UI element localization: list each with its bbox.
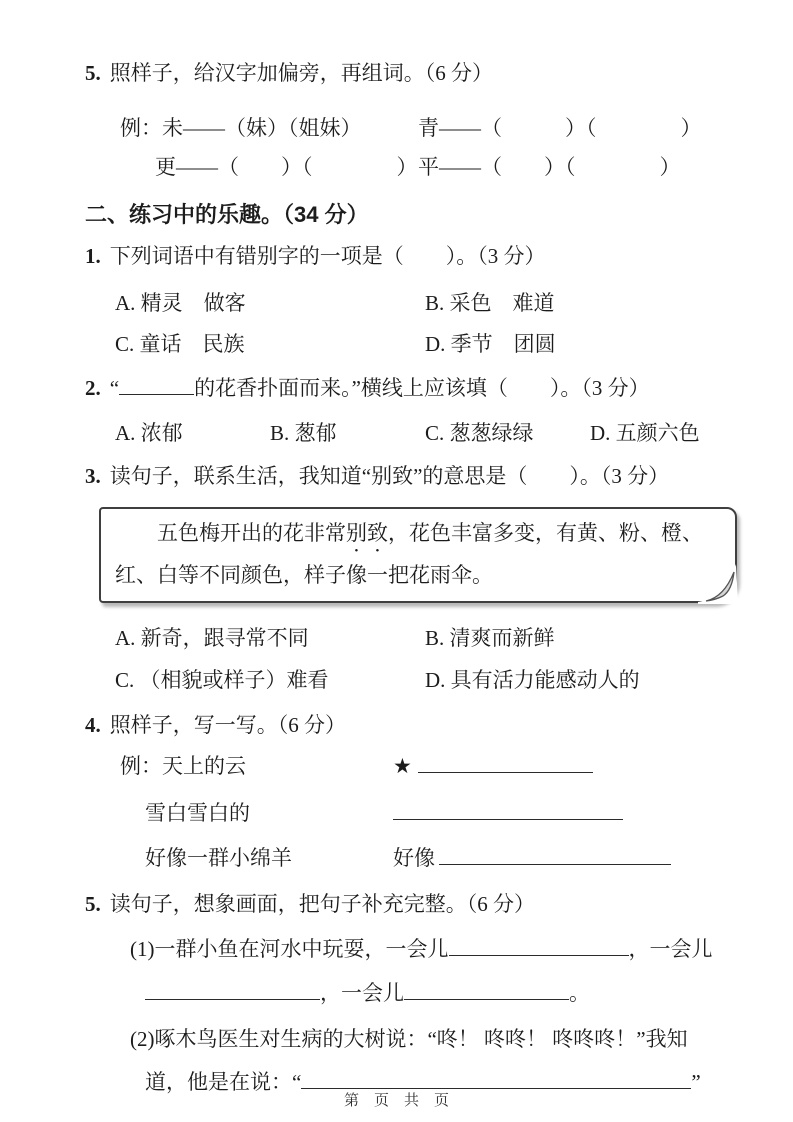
option-text: （相貌或样子）难看 [139,668,329,692]
fill-item-ping: 平——（ ）（ ） [418,155,681,179]
option-d [590,418,700,449]
option-a [115,418,270,449]
question-1-stem [85,241,735,272]
example-label: 例：天上的云 [120,754,246,778]
star-icon: ★ [393,754,412,778]
question-1-options-row-2 [85,329,735,360]
option-text: 五颜六色 [615,421,700,445]
question-stem-text: 读句子，想象画面，把句子补充完整。（6 分） [109,892,535,916]
blank-line [418,772,593,773]
answer-cell [393,798,623,829]
emphasized-word: 别致 [346,521,388,545]
option-text: 采色 难道 [449,291,555,315]
blank-line [119,394,194,395]
question-number: 3. [85,464,101,488]
answer-prefix: 好像 [393,846,435,870]
blank-line [145,999,320,1000]
question-5-part-1-line-1 [130,934,735,965]
option-label: C. [115,668,135,692]
passage-post: ，花色丰富多变，有黄、粉、橙、红、白等不同颜色，样子像一把花雨伞。 [115,521,703,587]
question-number: 5. [85,892,101,916]
passage-text [115,515,721,593]
question-stem-text: 的花香扑面而来。”横线上应该填（ ）。（3 分） [194,376,650,400]
option-text: 童话 民族 [139,332,245,356]
sentence-text: (2)啄木鸟医生对生病的大树说：“咚！ 咚咚！ 咚咚咚！”我知 [130,1027,688,1051]
blank-line [439,864,671,865]
question-4-stem [85,710,735,741]
option-b [425,623,555,654]
answer-cell [393,843,671,874]
option-text: 浓郁 [140,421,183,445]
option-text: 具有活力能感动人的 [450,668,640,692]
option-c [425,418,590,449]
question-number: 5. [85,61,101,85]
question-2-stem [85,373,735,404]
option-text: 新奇，跟寻常不同 [140,626,309,650]
open-quote: “ [109,376,120,400]
option-c [115,665,425,696]
question-5-stem [85,889,735,920]
fill-item-geng: 更——（ ）（ ） [155,155,418,179]
option-label: D. [425,668,446,692]
option-label: A. [115,291,136,315]
question-2-options-row [115,418,735,449]
passage-box [99,507,737,603]
option-label: C. [115,332,135,356]
question-4-row-3 [85,843,735,874]
example-item: 例：未——（妹）（姐妹） [120,116,362,140]
question-stem-text: 照样子，写一写。（6 分） [109,713,346,737]
question-3-options-row-1 [85,623,735,654]
close-quote: ” [691,1070,701,1094]
question-5-part-1-line-2 [145,978,735,1009]
question-5-part-2-line-1 [130,1024,735,1055]
option-text: 葱葱绿绿 [449,421,534,445]
question-stem-text: 读句子，联系生活，我知道“别致”的意思是（ ）。（3 分） [109,464,670,488]
option-a [115,623,425,654]
question-1-options-row-1 [85,288,735,319]
option-text: 季节 团圆 [450,332,556,356]
sentence-text: 。 [569,981,590,1005]
section-title: 二、练习中的乐趣。（34 分） [85,202,369,227]
question-5-top-stem [85,58,735,89]
passage-pre: 五色梅开出的花非常 [157,521,346,545]
blank-line [393,819,623,820]
question-number: 2. [85,376,101,400]
option-b [425,288,555,319]
option-label: B. [270,421,290,445]
option-label: D. [590,421,611,445]
sentence-text: (1)一群小鱼在河水中玩耍，一会儿 [130,937,449,961]
option-d [425,665,640,696]
blank-line [404,999,569,1000]
sentence-text: ，一会儿 [628,937,713,961]
option-label: C. [425,421,445,445]
question-number: 1. [85,244,101,268]
question-stem-text: 照样子，给汉字加偏旁，再组词。（6 分） [109,61,493,85]
option-label: B. [425,626,445,650]
option-a [115,288,425,319]
option-b [270,418,425,449]
answer-cell [393,751,593,782]
blank-line [449,955,629,956]
option-label: A. [115,626,136,650]
sentence-text: ，一会儿 [320,981,404,1005]
example-label: 雪白雪白的 [145,801,250,825]
question-3-options-row-2 [85,665,735,696]
question-4-row-2 [85,798,735,829]
fill-row-1 [85,113,735,144]
option-d [425,329,556,360]
page-footer: 第 页 共 页 [343,1092,449,1109]
option-c [115,329,425,360]
option-text: 清爽而新鲜 [449,626,555,650]
question-stem-text: 下列词语中有错别字的一项是（ ）。（3 分） [109,244,546,268]
option-label: A. [115,421,136,445]
sentence-text: 道，他是在说：“ [145,1070,302,1094]
question-4-row-1 [85,751,735,782]
example-label: 好像一群小绵羊 [145,846,292,870]
option-label: B. [425,291,445,315]
option-text: 葱郁 [294,421,337,445]
fill-item-qing: 青——（ ）（ ） [418,116,702,140]
option-label: D. [425,332,446,356]
question-number: 4. [85,713,101,737]
page-curl-icon [698,564,738,604]
question-3-stem [85,461,735,492]
option-text: 精灵 做客 [140,291,246,315]
fill-row-2 [85,152,735,183]
